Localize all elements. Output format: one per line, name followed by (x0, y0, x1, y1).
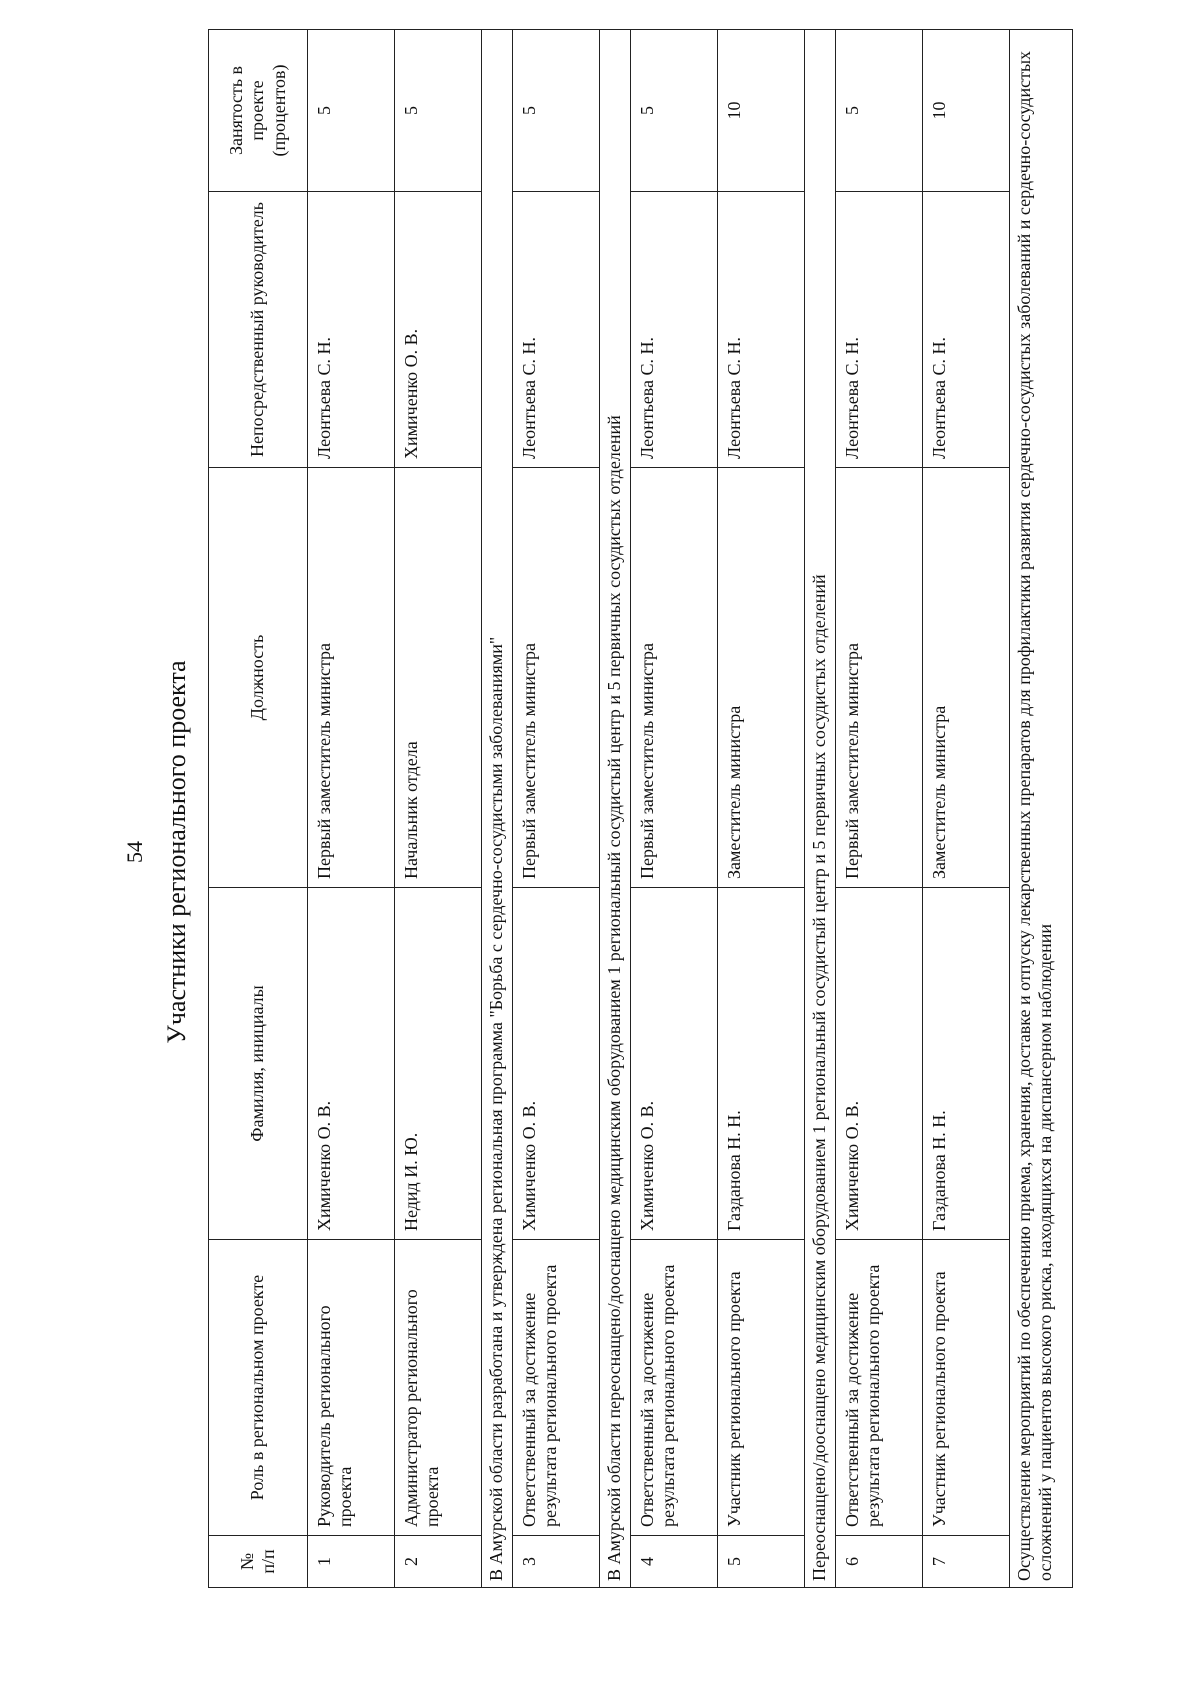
row-name: Химиченко О. В. (308, 888, 395, 1240)
section-heading: Осуществление мероприятий по обеспечению приема, хранения, доставке и отпуску лекарственных препаратов для профилактики развития сердечно-сосудистых заболеваний и сердечно-сосудистых осложнений у пациентов высокого риска, находящихся на диспансерном наблюдении (1010, 30, 1073, 1588)
section-heading: В Амурской области переоснащено/дооснащено медицинским оборудованием 1 региональный сосудистый центр и 5 первичных сосудистых отделений (600, 30, 631, 1588)
row-role: Ответственный за достижение результата регионального проекта (836, 1240, 923, 1536)
table-row (631, 30, 718, 1588)
row-role: Руководитель регионального проекта (308, 1240, 395, 1536)
header-num: № п/п (209, 1536, 308, 1588)
row-workload: 5 (308, 30, 395, 192)
header-position: Должность (209, 468, 308, 888)
row-position: Первый заместитель министра (631, 468, 718, 888)
row-position: Заместитель министра (923, 468, 1010, 888)
table-header-row (209, 30, 308, 1588)
row-workload: 5 (395, 30, 482, 192)
row-workload: 5 (836, 30, 923, 192)
row-supervisor: Леонтьева С. Н. (308, 192, 395, 468)
row-position: Первый заместитель министра (308, 468, 395, 888)
row-name: Газданова Н. Н. (923, 888, 1010, 1240)
document-title: Участники регионального проекта (162, 660, 191, 1044)
section-heading-row (1010, 30, 1073, 1588)
row-position: Первый заместитель министра (836, 468, 923, 888)
row-supervisor: Леонтьева С. Н. (836, 192, 923, 468)
row-name: Химиченко О. В. (513, 888, 600, 1240)
header-name: Фамилия, инициалы (209, 888, 308, 1240)
participants-table (208, 29, 1073, 1588)
row-name: Химиченко О. В. (836, 888, 923, 1240)
section-heading-row (482, 30, 513, 1588)
row-num: 7 (923, 1536, 1010, 1588)
header-workload: Занятость в проекте (процентов) (209, 30, 308, 192)
row-role: Ответственный за достижение результата регионального проекта (513, 1240, 600, 1536)
table-row (395, 30, 482, 1588)
section-heading-row (805, 30, 836, 1588)
table-row (718, 30, 805, 1588)
row-workload: 5 (513, 30, 600, 192)
section-heading: Переоснащено/дооснащено медицинским оборудованием 1 региональный сосудистый центр и 5 первичных сосудистых отделений (805, 30, 836, 1588)
row-supervisor: Леонтьева С. Н. (718, 192, 805, 468)
row-num: 3 (513, 1536, 600, 1588)
header-role: Роль в региональном проекте (209, 1240, 308, 1536)
row-position: Заместитель министра (718, 468, 805, 888)
row-name: Газданова Н. Н. (718, 888, 805, 1240)
row-role: Ответственный за достижение результата регионального проекта (631, 1240, 718, 1536)
section-heading: В Амурской области разработана и утверждена региональная программа "Борьба с сердечно-сосудистыми заболеваниями" (482, 30, 513, 1588)
row-workload: 10 (718, 30, 805, 192)
row-supervisor: Химиченко О. В. (395, 192, 482, 468)
row-num: 1 (308, 1536, 395, 1588)
row-workload: 10 (923, 30, 1010, 192)
row-num: 5 (718, 1536, 805, 1588)
row-num: 6 (836, 1536, 923, 1588)
row-num: 2 (395, 1536, 482, 1588)
table-row (308, 30, 395, 1588)
row-supervisor: Леонтьева С. Н. (513, 192, 600, 468)
row-supervisor: Леонтьева С. Н. (923, 192, 1010, 468)
page-number: 54 (122, 841, 147, 863)
row-name: Химиченко О. В. (631, 888, 718, 1240)
table-row (836, 30, 923, 1588)
row-position: Первый заместитель министра (513, 468, 600, 888)
row-name: Недид И. Ю. (395, 888, 482, 1240)
row-supervisor: Леонтьева С. Н. (631, 192, 718, 468)
row-role: Участник регионального проекта (718, 1240, 805, 1536)
row-role: Администратор регионального проекта (395, 1240, 482, 1536)
table-row (513, 30, 600, 1588)
header-supervisor: Непосредственный руководитель (209, 192, 308, 468)
row-workload: 5 (631, 30, 718, 192)
row-role: Участник регионального проекта (923, 1240, 1010, 1536)
table-row (923, 30, 1010, 1588)
section-heading-row (600, 30, 631, 1588)
row-num: 4 (631, 1536, 718, 1588)
row-position: Начальник отдела (395, 468, 482, 888)
